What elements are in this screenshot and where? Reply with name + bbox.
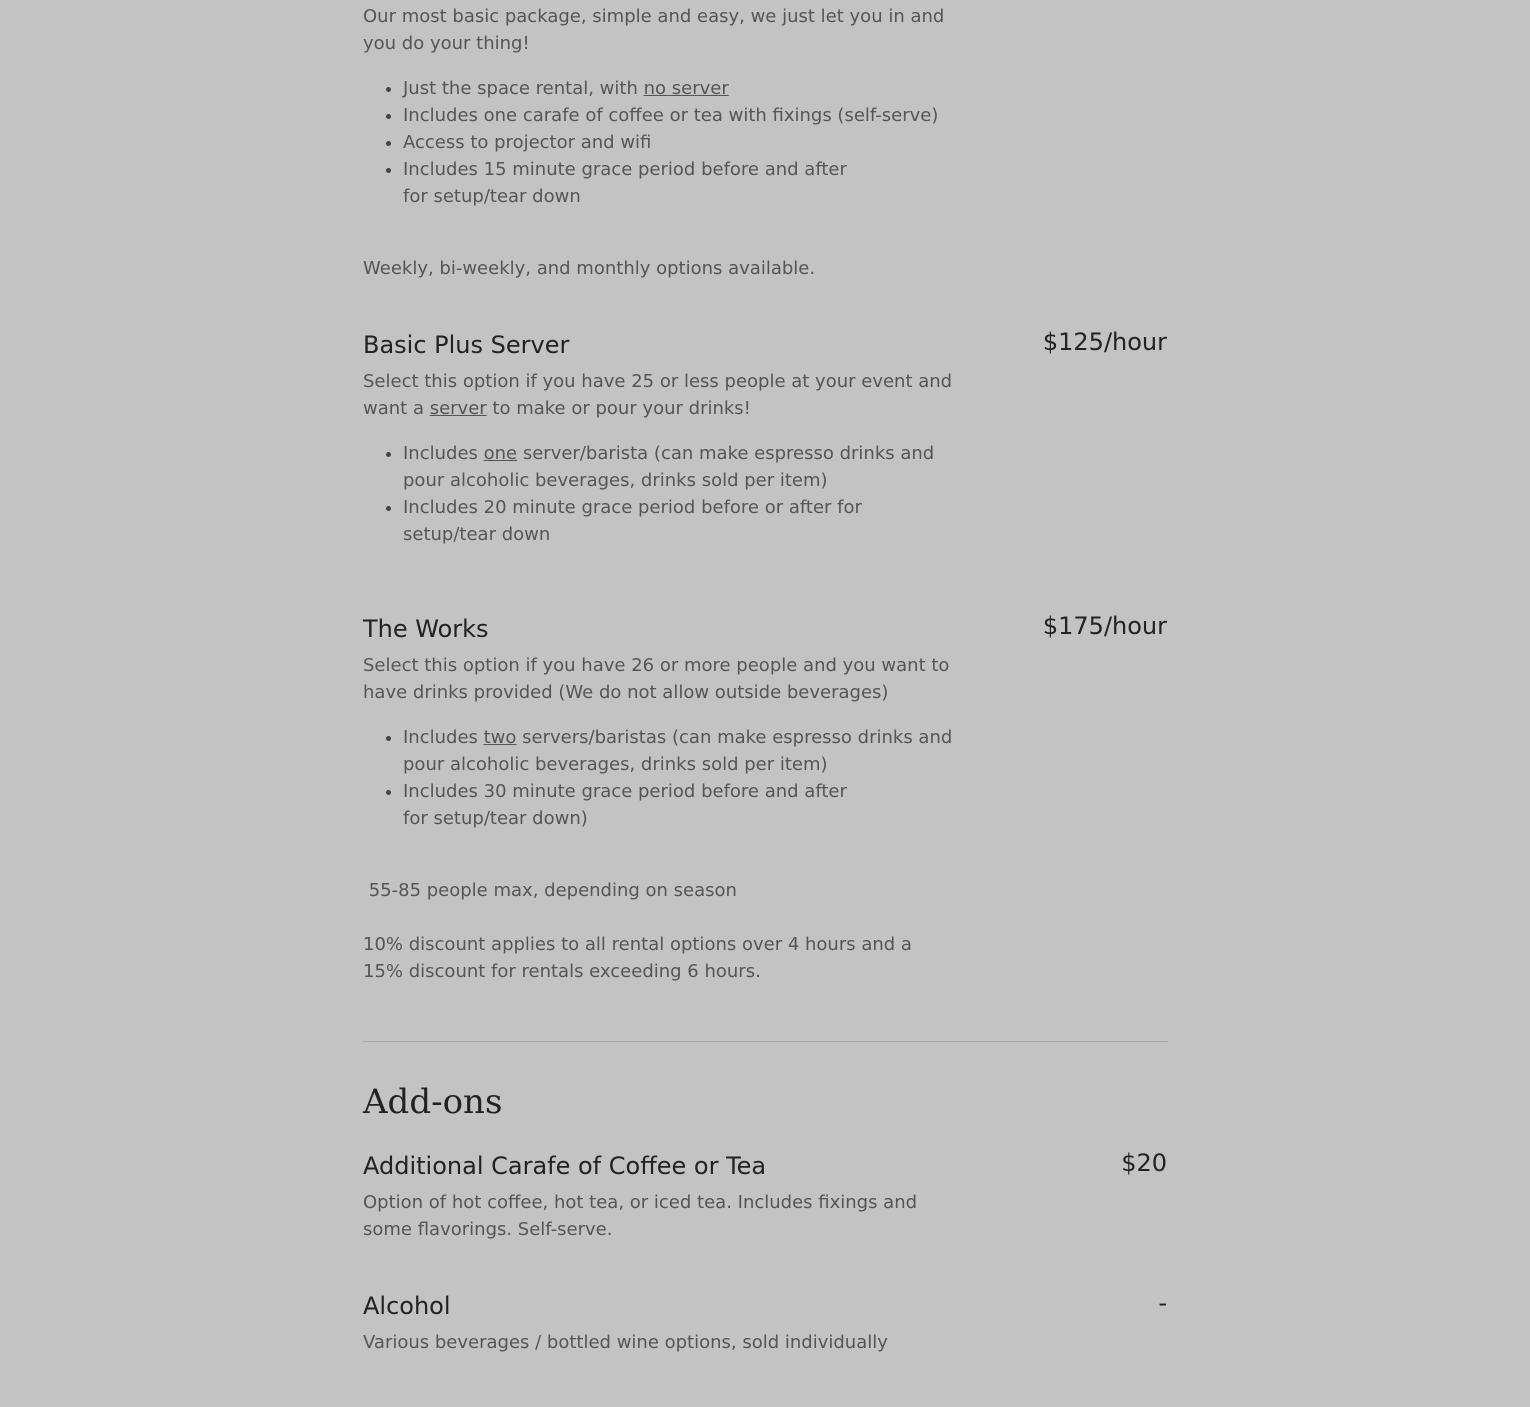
addons-heading: Add-ons xyxy=(363,1082,503,1122)
addon-alcohol-price: - xyxy=(1158,1289,1167,1317)
list-item: • Includes 20 minute grace period before or after for setup/tear down xyxy=(403,494,863,548)
basic-plus-price: $125/hour xyxy=(1042,328,1167,356)
discount-note: 10% discount applies to all rental options over 4 hours and a 15% discount for rentals exceeding 6 hours. xyxy=(363,934,912,982)
list-item: • Just the space rental, with no server xyxy=(403,75,963,102)
basic-options-note: Weekly, bi-weekly, and monthly options available. xyxy=(363,258,816,279)
two-emphasis: two xyxy=(483,727,517,748)
works-price: $175/hour xyxy=(1042,612,1167,640)
works-title: The Works xyxy=(363,615,489,643)
basic-plus-bullet-list xyxy=(363,440,958,548)
addon-alcohol-description: Various beverages / bottled wine options, sold individually xyxy=(363,1332,888,1353)
basic-bullet-list xyxy=(363,75,963,210)
list-item: • Includes one carafe of coffee or tea with fixings (self-serve) xyxy=(403,102,963,129)
addon-carafe-price: $20 xyxy=(1121,1149,1167,1177)
list-item: • Includes 15 minute grace period before and after for setup/tear down xyxy=(403,156,873,210)
basic-plus-description: Select this option if you have 25 or less people at your event and want a server to make or pour your drinks! xyxy=(363,371,953,419)
works-capacity-note: 55-85 people max, depending on season xyxy=(363,880,737,901)
works-bullet-list xyxy=(363,724,963,832)
addon-alcohol-title: Alcohol xyxy=(363,1292,451,1320)
server-emphasis: server xyxy=(429,398,487,419)
basic-plus-title: Basic Plus Server xyxy=(363,331,570,359)
no-server-emphasis: no server xyxy=(643,78,729,99)
works-description: Select this option if you have 26 or more people and you want to have drinks provided (We do not allow outside beverages) xyxy=(363,655,950,703)
section-divider xyxy=(363,1041,1168,1042)
list-item: • Access to projector and wifi xyxy=(403,129,963,156)
addon-carafe-description: Option of hot coffee, hot tea, or iced tea. Includes fixings and some flavorings. Self-serve. xyxy=(363,1192,918,1240)
one-emphasis: one xyxy=(483,443,518,464)
addon-carafe-title: Additional Carafe of Coffee or Tea xyxy=(363,1152,767,1180)
list-item: • Includes two servers/baristas (can make espresso drinks and pour alcoholic beverages, drinks sold per item) xyxy=(403,724,963,778)
basic-description: Our most basic package, simple and easy, we just let you in and you do your thing! xyxy=(363,6,945,54)
list-item: • Includes one server/barista (can make espresso drinks and pour alcoholic beverages, drinks sold per item) xyxy=(403,440,958,494)
list-item: • Includes 30 minute grace period before and after for setup/tear down) xyxy=(403,778,873,832)
